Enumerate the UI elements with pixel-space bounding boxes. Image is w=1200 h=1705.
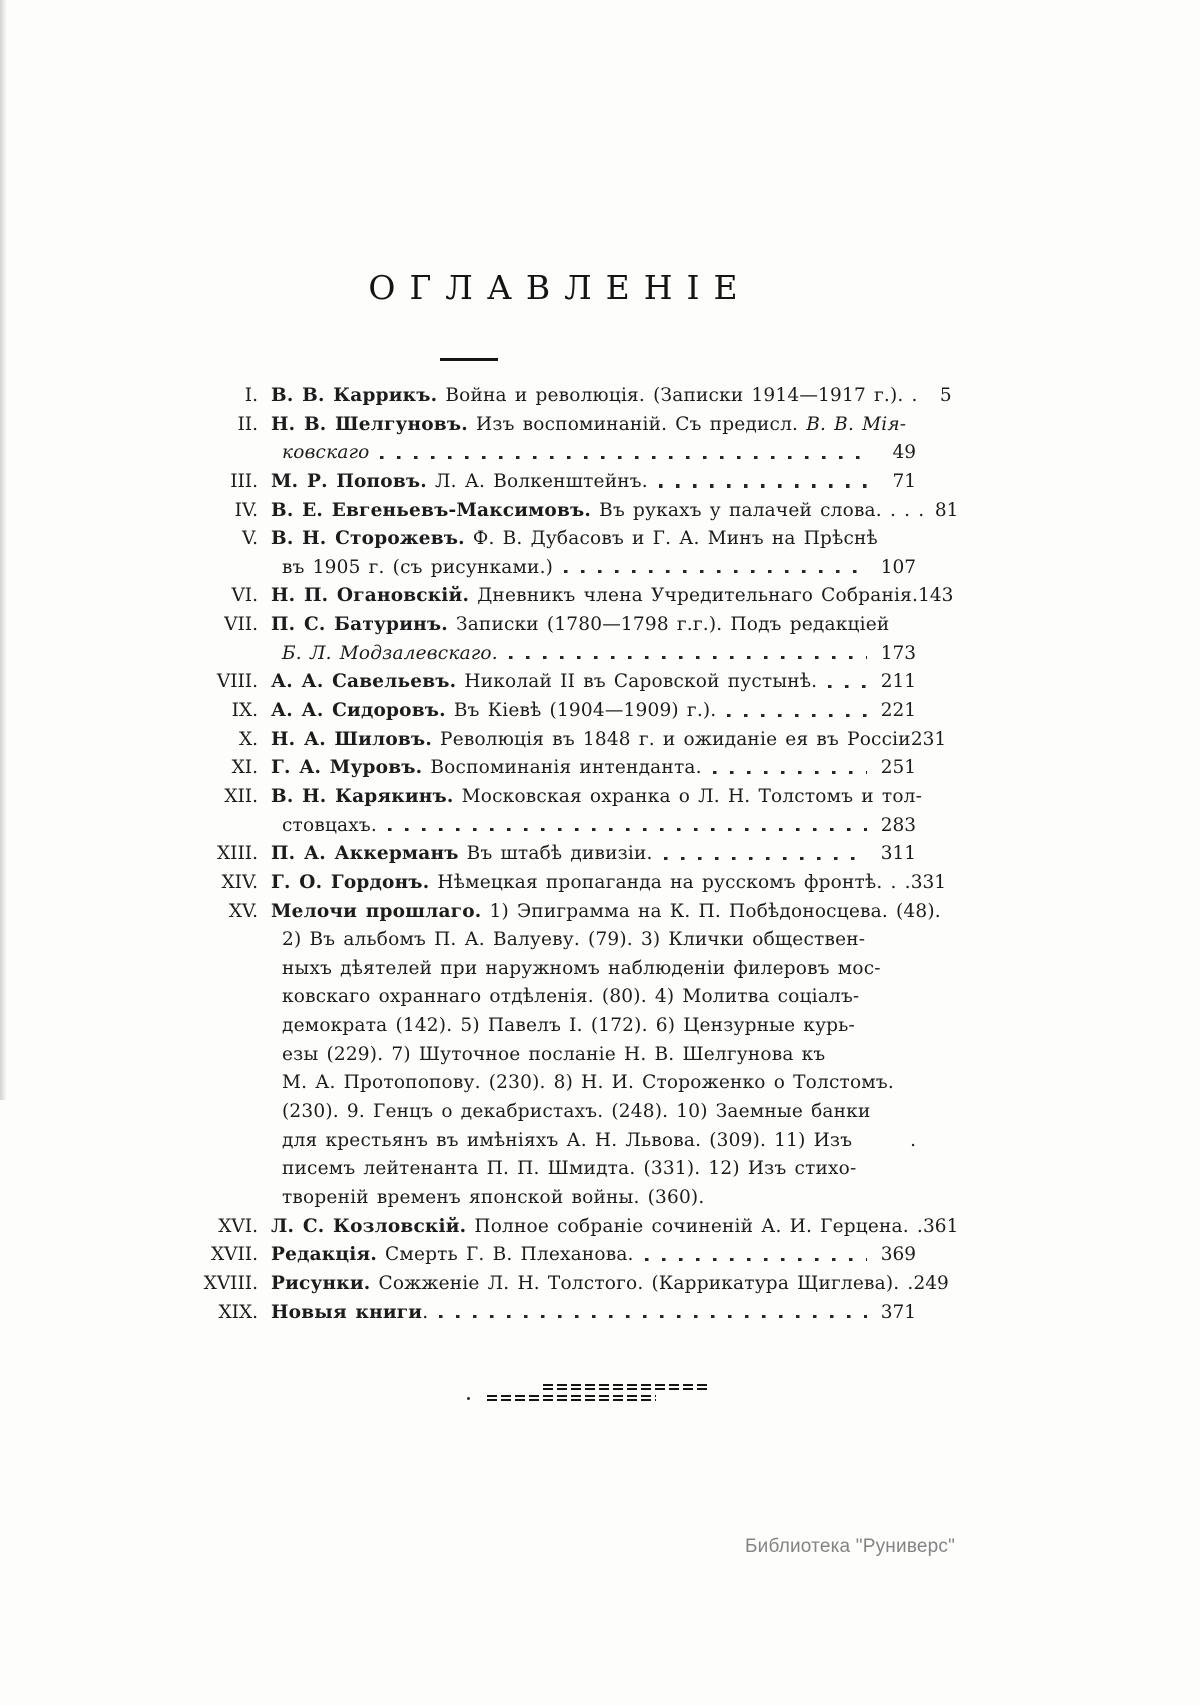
toc-roman-numeral: VI. [231,585,258,607]
toc-text-segment: ныхъ дѣятелей при наружномъ наблюденіи филеровъ мос- [282,957,881,979]
scan-speck [467,1397,470,1400]
toc-text-segment: стовцахъ. [282,814,377,836]
toc-entry-text [282,812,377,841]
toc-page-number: 211 [880,671,916,693]
toc-line [190,411,916,440]
toc-line [190,1098,916,1127]
toc-page-number: 173 [880,642,916,664]
toc-page-number: 49 [892,442,916,464]
toc-page-number: 251 [880,757,916,779]
toc-text-segment: Н. В. Шелгуновъ. [271,413,468,435]
dot-leader [645,1258,867,1261]
toc-entry-text [282,926,865,955]
toc-text-segment: В. Е. Евгеньевъ-Максимовъ. [271,499,592,521]
toc-roman-numeral: VII. [224,614,258,636]
toc-entry-text [271,1299,428,1328]
toc-entry-text [282,554,553,583]
toc-line [190,611,916,640]
toc-text-segment: В. В. Каррикъ. [271,385,438,406]
toc-text-segment: М. Р. Поповъ. [271,470,427,492]
toc-roman-numeral: IX. [231,700,258,722]
toc-line [190,840,916,869]
toc-text-segment: Нѣмецкая пропаганда на русскомъ фронтѣ. . . [429,871,911,893]
toc-text-segment: Г. О. Гордонъ. [271,871,430,893]
toc-page-number: 249 [913,1272,949,1294]
toc-page-number: 71 [892,470,916,492]
toc-entry-text [282,640,498,669]
toc-line [190,983,916,1012]
toc-entry-text [282,1127,852,1156]
toc-roman-numeral: II. [237,413,258,435]
toc-roman-numeral: XVI. [218,1215,258,1237]
toc-page-number: . [910,1129,916,1151]
toc-line [190,554,916,583]
toc-text-segment: Л. А. Волкенштейнъ. [426,470,648,492]
toc-roman-numeral: I. [244,385,258,406]
toc-roman-numeral: X. [238,728,258,750]
toc-text-segment: А. А. Сидоровъ. [271,700,446,722]
toc-page-number: 231 [910,728,947,750]
dot-leader [439,1315,866,1318]
toc-text-segment: Въ Кіевѣ (1904—1909) г.). [445,700,717,722]
toc-page-number: 107 [880,556,916,578]
toc-text-segment: Н. А. Шиловъ. [271,728,432,750]
toc-entry-text [271,697,716,726]
toc-entry-text [271,468,648,497]
toc-text-segment: демократа (142). 5) Павелъ I. (172). 6) Цензурные курь- [282,1015,855,1037]
toc-entry-text [282,955,881,984]
dot-leader [659,484,868,487]
dot-leader [664,857,867,860]
toc-roman-numeral: XIV. [221,871,258,893]
dot-leader [509,656,867,659]
dot-leader [380,456,868,459]
toc-line [190,697,916,726]
toc-entry-text [271,783,922,812]
toc-entry-text [282,1041,825,1070]
toc-roman-numeral: V. [241,528,258,550]
toc-roman-numeral: XII. [224,785,258,807]
toc-text-segment: Ф. В. Дубасовъ и Г. А. Минъ на Прѣснѣ [464,528,878,550]
toc-line [190,640,916,669]
toc-line [190,1299,916,1328]
library-watermark: Библиотека "Руниверс" [745,1536,956,1557]
title-divider-rule [440,358,498,361]
toc-line [190,525,916,554]
toc-entry-text [271,611,889,640]
toc-entry-text [271,497,924,526]
toc-line [190,497,959,526]
toc-text-segment: Б. Л. Модзалевскаго. [282,642,498,664]
toc-text-segment: Николай II въ Саровской пустынѣ. [456,671,818,693]
toc-text-segment: Дневникъ члена Учредительнаго Собранія. [469,585,919,607]
toc-roman-numeral: VIII. [216,671,258,693]
toc-roman-numeral: III. [230,470,258,492]
toc-entry-text [271,382,918,411]
toc-entry-text [271,840,653,869]
dot-leader [564,570,867,573]
toc-page-number: 143 [918,585,954,607]
toc-roman-numeral: XIII. [217,843,258,865]
toc-entry-text [271,1270,913,1299]
toc-text-segment: писемъ лейтенанта П. П. Шмидта. (331). 12) Изъ стихо- [282,1158,857,1180]
toc-text-segment: Н. П. Огановскій. [271,585,470,607]
toc-roman-numeral: XVII. [210,1244,258,1266]
toc-text-segment: Революція въ 1848 г. и ожиданіе ея въ Россіи [431,728,911,750]
toc-roman-numeral: IV. [234,499,258,521]
toc-roman-numeral: XIX. [218,1301,258,1323]
toc-text-segment: Редакція. [271,1244,377,1266]
toc-line [190,812,916,841]
end-ornament-divider-bottom [487,1395,656,1401]
toc-line [190,1155,916,1184]
dot-leader [727,714,866,717]
toc-line [190,468,916,497]
toc-entry-text [282,439,369,468]
toc-page-number: 311 [880,843,916,865]
toc-line [190,898,941,927]
toc-line [190,754,916,783]
toc-text-segment: Записки (1780—1798 г.г.). Подъ редакціей [447,614,890,636]
toc-entry-text [282,1155,856,1184]
toc-page-number: 5 [939,385,952,406]
toc-text-segment: твореній временъ японской войны. (360). [282,1186,705,1208]
toc-line [190,1127,916,1156]
toc-text-segment: въ 1905 г. (съ рисунками.) [282,556,554,578]
toc-text-segment: П. А. Аккерманъ [271,843,459,865]
toc-entry-text [271,1241,634,1270]
page-title: ОГЛАВЛЕНІЕ [368,268,752,307]
toc-entry-text [271,1213,923,1242]
toc-entry-text [271,525,878,554]
toc-line [190,439,916,468]
toc-entry-text [282,1098,870,1127]
toc-line [190,869,947,898]
toc-text-segment: езы (229). 7) Шуточное посланіе Н. В. Шелгунова къ [282,1043,826,1065]
toc-text-segment: М. А. Протопопову. (230). 8) Н. И. Стороженко о Толстомъ. [282,1072,894,1094]
toc-entry-text [271,869,911,898]
toc-text-segment: Въ рукахъ у палачей слова. . . . [591,499,925,521]
toc-page-number: 331 [910,871,947,893]
toc-entry-text [271,754,702,783]
toc-entry-text [282,1184,704,1213]
toc-entry-text [271,668,817,697]
toc-page-number: 371 [880,1301,916,1323]
toc-entry-text [271,726,911,755]
end-ornament-divider-top [543,1384,711,1390]
toc-text-segment: 1) Эпиграмма на К. П. Побѣдоносцева. (48). [481,900,941,922]
toc-text-segment: (230). 9. Генцъ о декабристахъ. (248). 10) Заемные банки [282,1101,871,1123]
toc-text-segment: Новыя книги [271,1301,423,1323]
toc-text-segment: Л. С. Козловскій. [271,1215,467,1237]
toc-roman-numeral: XVIII. [203,1272,258,1294]
dot-leader [713,771,867,774]
toc-line [190,1041,916,1070]
toc-text-segment: Полное собраніе сочиненій А. И. Герцена. . [466,1215,924,1237]
toc-text-segment: Изъ воспоминаній. Съ предисл. [467,413,807,435]
toc-text-segment: ковскаго охраннаго отдѣленія. (80). 4) Молитва соціалъ- [282,986,860,1008]
table-of-contents [190,382,959,1327]
toc-text-segment: В. В. Мія- [806,413,907,435]
toc-entry-text [271,411,906,440]
toc-text-segment: Воспоминанія интенданта. [422,757,702,779]
toc-line [190,726,947,755]
toc-entry-text [282,983,859,1012]
toc-text-segment: Война и революція. (Записки 1914—1917 г.). . [437,385,918,406]
toc-page-number: 283 [880,814,916,836]
toc-text-segment: П. С. Батуринъ. [271,614,448,636]
toc-entry-text [282,1012,855,1041]
toc-line [190,1012,916,1041]
toc-text-segment: Московская охранка о Л. Н. Толстомъ и тол- [453,785,923,807]
toc-line [190,783,923,812]
toc-roman-numeral: XI. [231,757,258,779]
toc-line [190,1213,959,1242]
toc-text-segment: В. Н. Сторожевъ. [271,528,465,550]
toc-line [190,1069,916,1098]
dot-leader [388,828,867,831]
toc-line [190,1270,949,1299]
toc-page-number: 369 [880,1244,916,1266]
toc-line [190,582,954,611]
toc-text-segment: 2) Въ альбомъ П. А. Валуеву. (79). 3) Клички обществен- [282,929,866,951]
toc-entry-text [271,898,941,927]
toc-line [190,955,916,984]
toc-text-segment: Рисунки. [271,1272,371,1294]
toc-roman-numeral: XV. [228,900,258,922]
dot-leader [828,685,866,688]
toc-text-segment: Г. А. Муровъ. [271,757,423,779]
toc-page-number: 221 [880,700,916,722]
toc-page-number: 361 [923,1215,959,1237]
toc-line [190,1241,916,1270]
toc-entry-text [282,1069,894,1098]
toc-text-segment: Сожженіе Л. Н. Толстого. (Каррикатура Щиглева). . [370,1272,914,1294]
toc-text-segment: А. А. Савельевъ. [271,671,457,693]
toc-text-segment: Смерть Г. В. Плеханова. [376,1244,634,1266]
toc-text-segment: . [422,1301,429,1323]
toc-line [190,382,952,411]
toc-line [190,668,916,697]
toc-line [190,926,916,955]
toc-text-segment: Въ штабѣ дивизіи. [458,843,653,865]
toc-page-number: 81 [934,499,959,521]
scan-edge-shading [0,0,7,1100]
toc-text-segment: В. Н. Карякинъ. [271,785,454,807]
toc-text-segment: Мелочи прошлаго. [271,900,482,922]
toc-entry-text [271,582,918,611]
toc-line [190,1184,916,1213]
toc-text-segment: ковскаго [282,442,370,464]
toc-text-segment: для крестьянъ въ имѣніяхъ А. Н. Львова. (309). 11) Изъ [282,1129,853,1151]
